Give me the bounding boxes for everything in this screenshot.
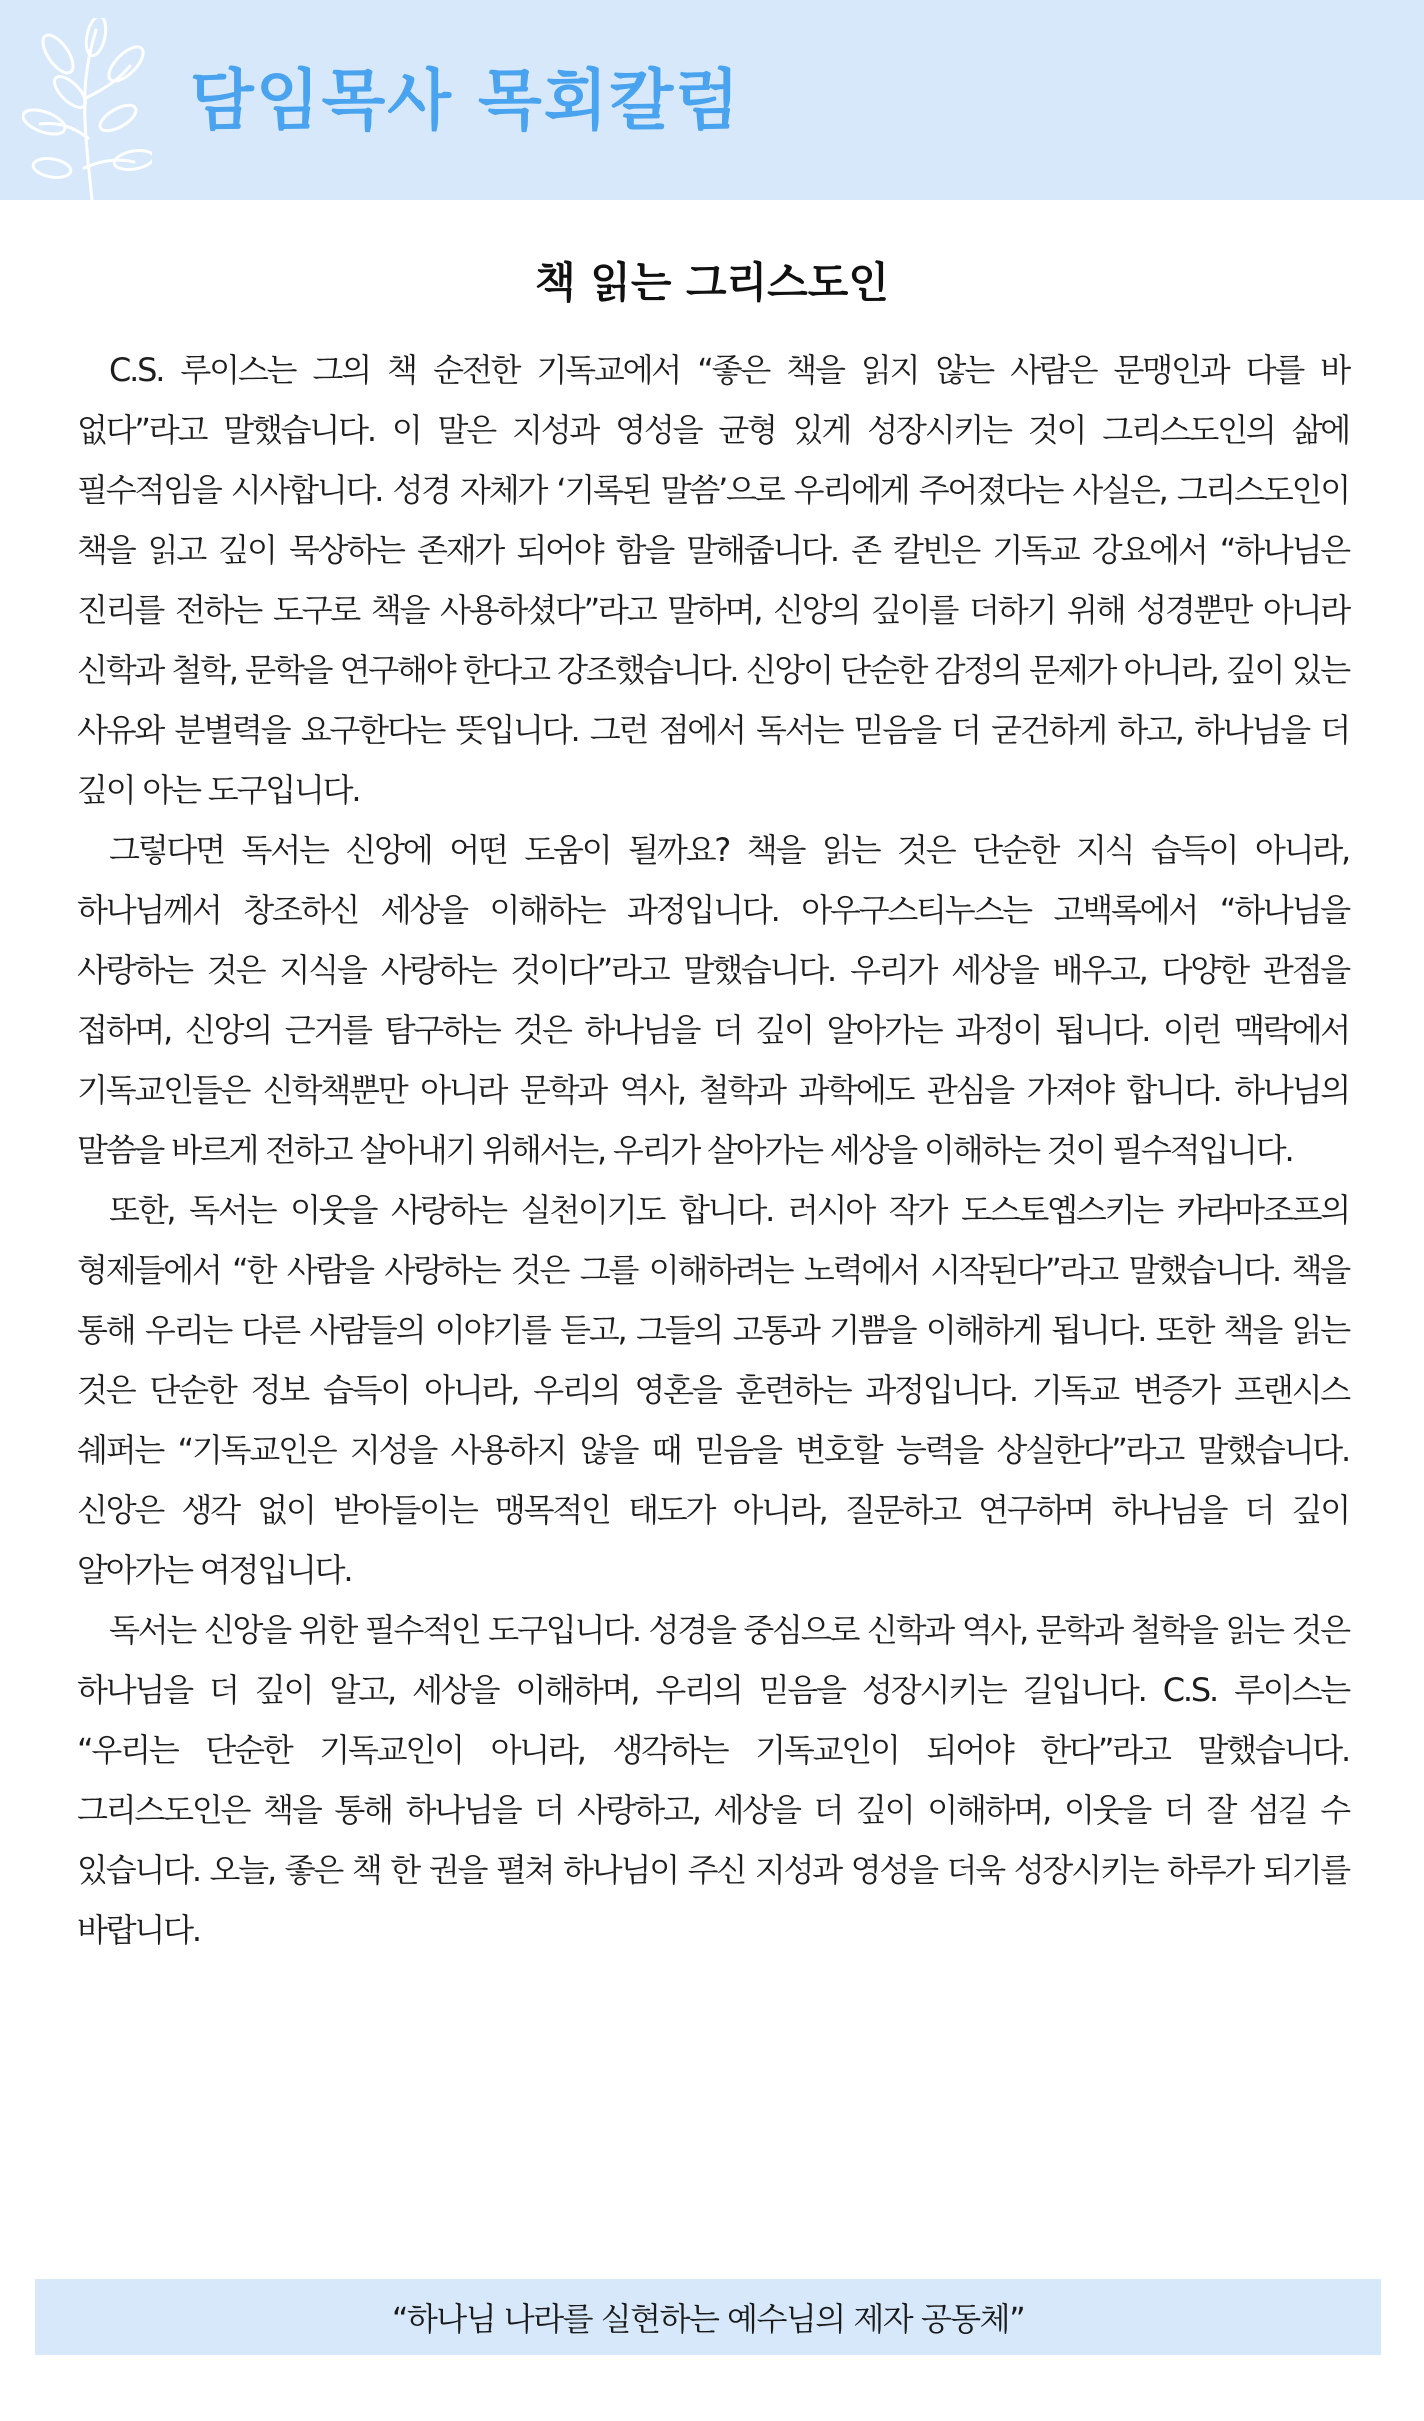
article-paragraph: C.S. 루이스는 그의 책 순전한 기독교에서 “좋은 책을 읽지 않는 사람은 문맹인과 다를 바 없다”라고 말했습니다. 이 말은 지성과 영성을 균형 있게 성장시키는 것이 그리스도인의 삶에 필수적임을 시사합니다. 성경 자체가 ‘기록된 말씀’으로 우리에게 주어졌다는 사실은, 그리스도인이 책을 읽고 깊이 묵상하는 존재가 되어야 함을 말해줍니다. 존 칼빈은 기독교 강요에서 “하나님은 진리를 전하는 도구로 책을 사용하셨다”라고 말하며, 신앙의 깊이를 더하기 위해 성경뿐만 아니라 신학과 철학, 문학을 연구해야 한다고 강조했습니다. 신앙이 단순한 감정의 문제가 아니라, 깊이 있는 사유와 분별력을 요구한다는 뜻입니다. 그런 점에서 독서는 믿음을 더 굳건하게 하고, 하나님을 더 깊이 아는 도구입니다. [77, 351, 1349, 809]
column-header [0, 0, 1424, 200]
footer-slogan: “하나님 나라를 실현하는 예수님의 제자 공동체” [391, 2300, 1025, 2338]
article-title: 책 읽는 그리스도인 [535, 258, 889, 307]
footer-slogan-banner [35, 2279, 1381, 2355]
article-paragraph: 독서는 신앙을 위한 필수적인 도구입니다. 성경을 중심으로 신학과 역사, 문학과 철학을 읽는 것은 하나님을 더 깊이 알고, 세상을 이해하며, 우리의 믿음을 성장시키는 길입니다. C.S. 루이스는 “우리는 단순한 기독교인이 아니라, 생각하는 기독교인이 되어야 한다”라고 말했습니다. 그리스도인은 책을 통해 하나님을 더 사랑하고, 세상을 더 깊이 이해하며, 이웃을 더 잘 섬길 수 있습니다. 오늘, 좋은 책 한 권을 펼쳐 하나님이 주신 지성과 영성을 더욱 성장시키는 하루가 되기를 바랍니다. [77, 1611, 1349, 1949]
article-paragraph: 그렇다면 독서는 신앙에 어떤 도움이 될까요? 책을 읽는 것은 단순한 지식 습득이 아니라, 하나님께서 창조하신 세상을 이해하는 과정입니다. 아우구스티누스는 고백록에서 “하나님을 사랑하는 것은 지식을 사랑하는 것이다”라고 말했습니다. 우리가 세상을 배우고, 다양한 관점을 접하며, 신앙의 근거를 탐구하는 것은 하나님을 더 깊이 알아가는 과정이 됩니다. 이런 맥락에서 기독교인들은 신학책뿐만 아니라 문학과 역사, 철학과 과학에도 관심을 가져야 합니다. 하나님의 말씀을 바르게 전하고 살아내기 위해서는, 우리가 살아가는 세상을 이해하는 것이 필수적입니다. [77, 831, 1349, 1169]
article-body [77, 340, 1349, 1960]
column-header-title: 담임목사 목회칼럼 [190, 62, 742, 139]
article-paragraph: 또한, 독서는 이웃을 사랑하는 실천이기도 합니다. 러시아 작가 도스토옙스키는 카라마조프의 형제들에서 “한 사람을 사랑하는 것은 그를 이해하려는 노력에서 시작된다”라고 말했습니다. 책을 통해 우리는 다른 사람들의 이야기를 듣고, 그들의 고통과 기쁨을 이해하게 됩니다. 또한 책을 읽는 것은 단순한 정보 습득이 아니라, 우리의 영혼을 훈련하는 과정입니다. 기독교 변증가 프랜시스 쉐퍼는 “기독교인은 지성을 사용하지 않을 때 믿음을 변호할 능력을 상실한다”라고 말했습니다. 신앙은 생각 없이 받아들이는 맹목적인 태도가 아니라, 질문하고 연구하며 하나님을 더 깊이 알아가는 여정입니다. [77, 1191, 1349, 1589]
leaf-branch-icon [22, 18, 152, 200]
